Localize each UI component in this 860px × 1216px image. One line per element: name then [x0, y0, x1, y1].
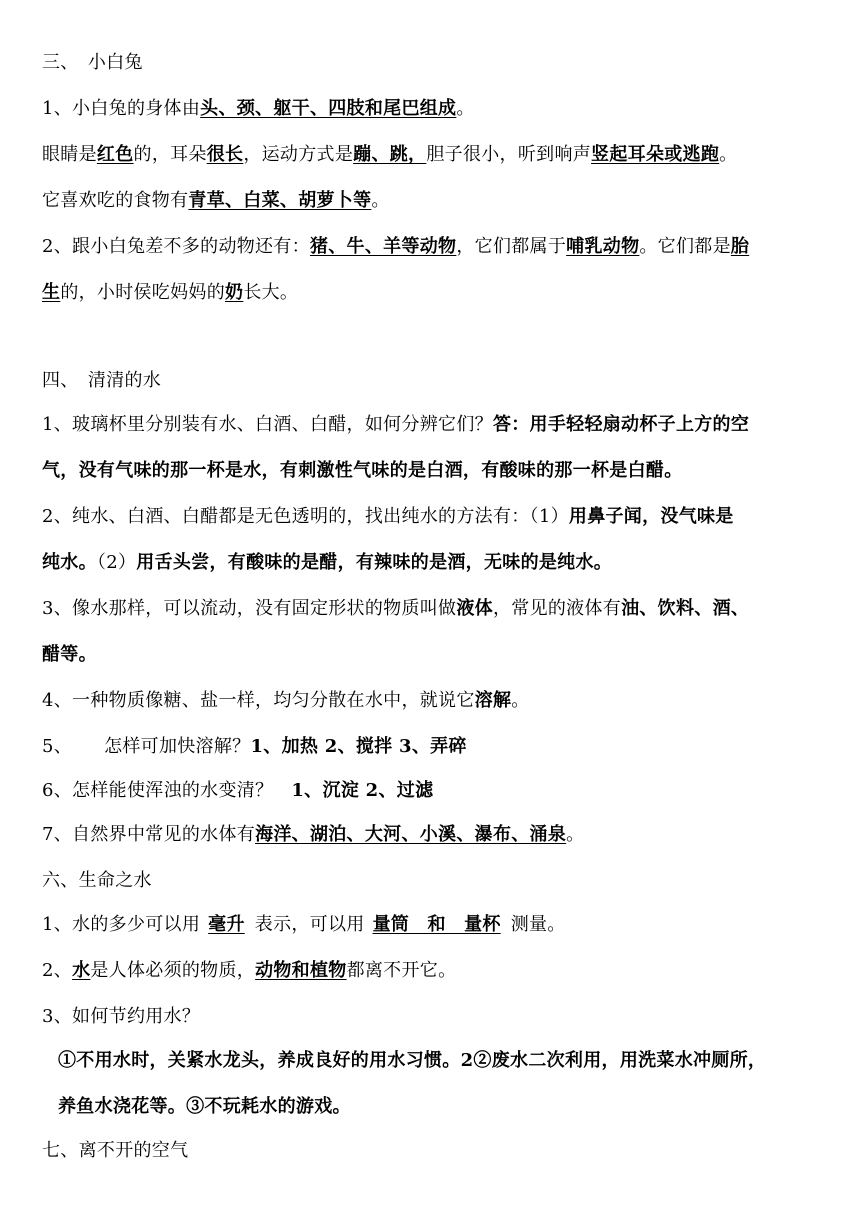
heading-text: 三、 小白兔 — [42, 52, 143, 73]
question-text: 2、纯水、白酒、白醋都是无色透明的，找出纯水的方法有：（1） — [42, 506, 569, 527]
rabbit-q2 — [42, 234, 824, 260]
water-q2 — [42, 504, 824, 530]
water-q6 — [42, 778, 824, 804]
answer-text: ①不用水时，关紧水龙头，养成良好的用水习惯。2②废水二次利用，用洗菜水冲厕所， — [58, 1050, 767, 1071]
answer-text: 海洋、湖泊、大河、小溪、瀑布、涌泉 — [255, 824, 567, 845]
answer-text: 毫升 — [208, 914, 245, 935]
question-number: 2、 — [42, 960, 73, 981]
water-q2-cont — [42, 550, 824, 576]
punct: 。 — [456, 98, 475, 119]
rabbit-q2-cont — [42, 280, 824, 306]
question-text: 1、水的多少可以用 — [42, 914, 201, 935]
punct: 。 — [719, 144, 738, 165]
rabbit-food — [42, 188, 824, 214]
question-text: 7、自然界中常见的水体有 — [42, 824, 256, 845]
text: 测量。 — [510, 914, 566, 935]
answer-text: 1、加热 2、搅拌 3、弄碎 — [250, 736, 467, 757]
water-q7 — [42, 822, 824, 848]
answer-text: 用鼻子闻，没气味是 — [568, 506, 734, 527]
water-q1-cont — [42, 458, 824, 484]
answer-text: 胎 — [730, 236, 750, 257]
heading-text: 七、离不开的空气 — [42, 1140, 189, 1161]
answer-text: 动物和植物 — [255, 960, 347, 981]
question-text: 3、像水那样，可以流动，没有固定形状的物质叫做 — [42, 598, 457, 619]
life-water-q1 — [42, 912, 824, 938]
punct: 。 — [566, 824, 585, 845]
life-water-q3 — [42, 1004, 824, 1030]
heading-text: 六、生命之水 — [42, 870, 152, 891]
answer-text: 用舌头尝，有酸味的是醋，有辣味的是酒，无味的是纯水。 — [136, 552, 613, 573]
question-number: 5、 — [42, 736, 73, 757]
text: 的，小时侯吃妈妈的 — [60, 282, 226, 303]
water-q3 — [42, 596, 824, 622]
text: 长大。 — [243, 282, 299, 303]
section-heading-air — [42, 1138, 824, 1164]
answer-text: 青草、白菜、胡萝卜等 — [188, 190, 372, 211]
answer-text: 红色 — [96, 144, 134, 165]
section-heading-rabbit — [42, 50, 824, 76]
text: （2） — [96, 552, 137, 573]
text: 是人体必须的物质， — [90, 960, 256, 981]
section-heading-life-water — [42, 868, 824, 894]
water-q4 — [42, 688, 824, 714]
life-water-q2 — [42, 958, 824, 984]
question-text: 6、怎样能使浑浊的水变清？ — [42, 780, 274, 801]
question-text: 怎样可加快溶解？ — [104, 736, 251, 757]
answer-text: 水 — [72, 960, 91, 981]
answer-text: 蹦、跳， — [353, 144, 427, 165]
rabbit-q1 — [42, 96, 824, 122]
text: 。它们都是 — [639, 236, 731, 257]
question-text: 1、玻璃杯里分别装有水、白酒、白醋，如何分辨它们？ — [42, 414, 493, 435]
answer-text: 油、饮料、酒、 — [621, 598, 750, 619]
heading-text: 四、 清清的水 — [42, 370, 162, 391]
answer-text: 醋等。 — [42, 644, 97, 665]
answer-text: 头、颈、躯干、四肢和尾巴组成 — [200, 98, 457, 119]
answer-text: 养鱼水浇花等。③不玩耗水的游戏。 — [58, 1096, 351, 1117]
answer-text: 液体 — [456, 598, 493, 619]
life-water-q3-answer-cont — [58, 1094, 824, 1120]
answer-text: 生 — [42, 282, 61, 303]
answer-text: 1、沉淀 2、过滤 — [291, 780, 434, 801]
text: 胆子很小，听到响声 — [426, 144, 592, 165]
water-q1 — [42, 412, 824, 438]
question-text: 3、如何节约用水？ — [42, 1006, 201, 1027]
text: 都离不开它。 — [346, 960, 457, 981]
answer-text: 气，没有气味的那一杯是水，有刺激性气味的是白酒，有酸味的那一杯是白醋。 — [42, 460, 683, 481]
punct: 。 — [511, 690, 530, 711]
answer-text: 猪、牛、羊等动物 — [309, 236, 457, 257]
question-text: 4、一种物质像糖、盐一样，均匀分散在水中，就说它 — [42, 690, 475, 711]
water-q5 — [42, 734, 824, 760]
text: 它喜欢吃的食物有 — [42, 190, 189, 211]
section-heading-water — [42, 368, 824, 394]
answer-text: 很长 — [206, 144, 244, 165]
answer-text: 奶 — [225, 282, 244, 303]
punct: 。 — [371, 190, 390, 211]
text: 表示，可以用 — [254, 914, 365, 935]
answer-text: 竖起耳朵或逃跑 — [591, 144, 720, 165]
answer-text: 溶解 — [474, 690, 512, 711]
answer-text: 量筒 和 量杯 — [372, 914, 501, 935]
answer-text: 答：用手轻轻扇动杯子上方的空 — [492, 414, 750, 435]
text: ，常见的液体有 — [492, 598, 622, 619]
life-water-q3-answer — [58, 1048, 824, 1074]
text: 2、跟小白兔差不多的动物还有： — [42, 236, 310, 257]
text: ，它们都属于 — [456, 236, 567, 257]
text: 眼睛是 — [42, 144, 97, 165]
answer-text: 纯水。 — [42, 552, 97, 573]
text: ，运动方式是 — [243, 144, 354, 165]
question-text: 1、小白兔的身体由 — [42, 98, 201, 119]
water-q3-cont — [42, 642, 824, 668]
answer-text: 哺乳动物 — [566, 236, 640, 257]
rabbit-eyes — [42, 142, 824, 168]
text: 的，耳朵 — [133, 144, 207, 165]
